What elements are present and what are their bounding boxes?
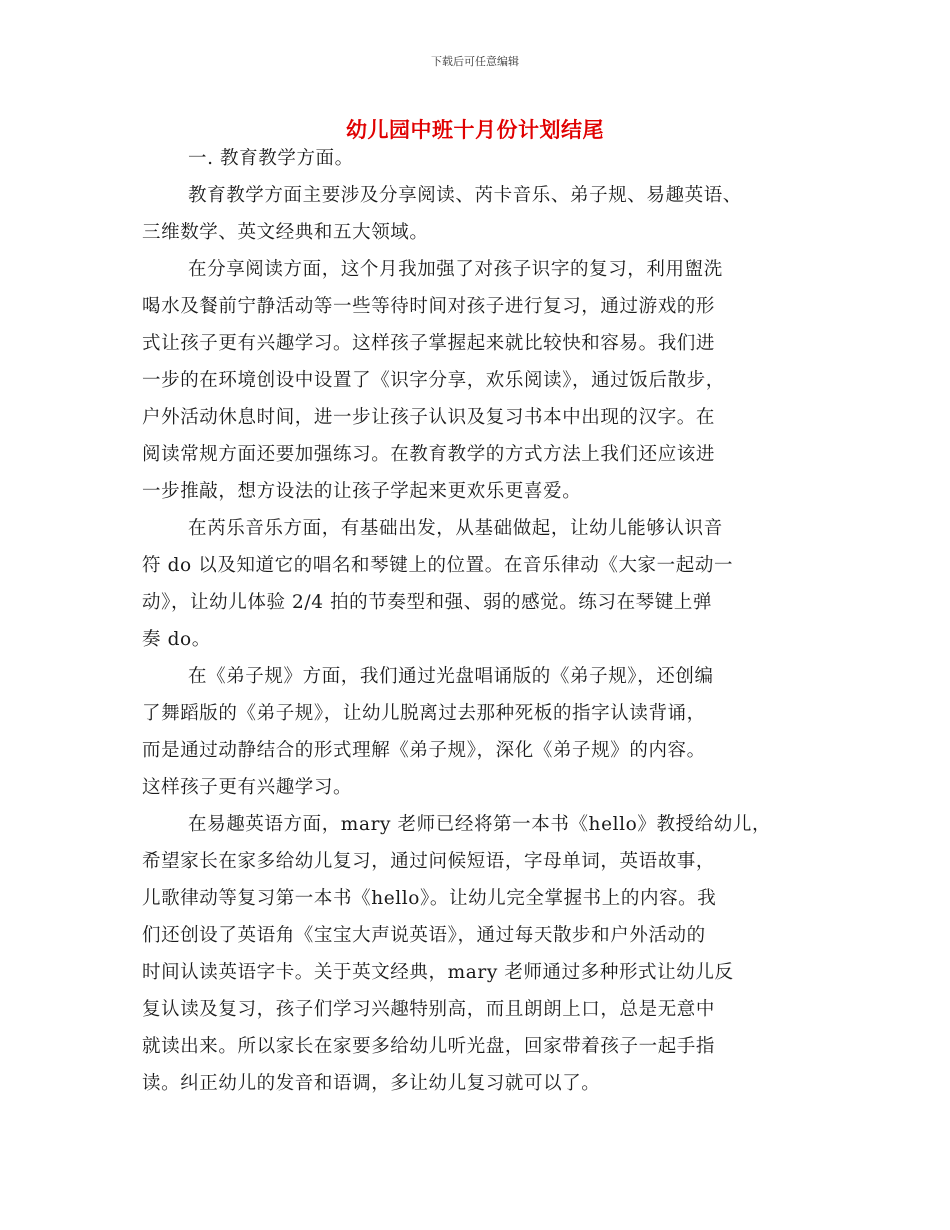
- body-line: 喝水及餐前宁静活动等一些等待时间对孩子进行复习，通过游戏的形: [142, 296, 716, 317]
- body-line: 三维数学、英文经典和五大领域。: [142, 222, 429, 243]
- body-line: 这样孩子更有兴趣学习。: [142, 777, 353, 798]
- page-header-note: 下载后可任意编辑: [431, 55, 519, 68]
- body-line: 而是通过动静结合的形式理解《弟子规》，深化《弟子规》的内容。: [142, 740, 706, 761]
- body-line: 在易趣英语方面，mary 老师已经将第一本书《hello》教授给幼儿，: [188, 814, 772, 835]
- body-line: 一步推敲，想方设法的让孩子学起来更欢乐更喜爱。: [142, 481, 582, 502]
- body-line: 们还创设了英语角《宝宝大声说英语》，通过每天散步和户外活动的: [142, 925, 706, 946]
- body-line: 在芮乐音乐方面，有基础出发，从基础做起，让幼儿能够认识音: [188, 518, 723, 539]
- body-line: 希望家长在家多给幼儿复习，通过问候短语，字母单词，英语故事，: [142, 851, 716, 872]
- body-line: 在分享阅读方面，这个月我加强了对孩子识字的复习，利用盥洗: [188, 259, 723, 280]
- body-line: 就读出来。所以家长在家要多给幼儿听光盘，回家带着孩子一起手指: [142, 1036, 716, 1057]
- body-line: 一步的在环境创设中设置了《识字分享，欢乐阅读》，通过饭后散步，: [142, 370, 725, 391]
- body-line: 户外活动休息时间，进一步让孩子认识及复习书本中出现的汉字。在: [142, 407, 716, 428]
- document-title: 幼儿园中班十月份计划结尾: [346, 118, 604, 142]
- body-line: 式让孩子更有兴趣学习。这样孩子掌握起来就比较快和容易。我们进: [142, 333, 716, 354]
- body-line: 奏 do。: [142, 629, 211, 650]
- body-line: 了舞蹈版的《弟子规》，让幼儿脱离过去那种死板的指字认读背诵，: [142, 703, 706, 724]
- body-line: 动》，让幼儿体验 2/4 拍的节奏型和强、弱的感觉。练习在琴键上弹: [142, 592, 713, 613]
- body-line: 复认读及复习，孩子们学习兴趣特别高，而且朗朗上口，总是无意中: [142, 999, 716, 1020]
- body-line: 在《弟子规》方面，我们通过光盘唱诵版的《弟子规》，还创编: [188, 666, 714, 687]
- body-line: 符 do 以及知道它的唱名和琴键上的位置。在音乐律动《大家一起动一: [142, 555, 734, 576]
- body-line: 阅读常规方面还要加强练习。在教育教学的方式方法上我们还应该进: [142, 444, 716, 465]
- document-body: [142, 140, 832, 1102]
- body-line: 儿歌律动等复习第一本书《hello》。让幼儿完全掌握书上的内容。我: [142, 888, 717, 909]
- body-line: 读。纠正幼儿的发音和语调，多让幼儿复习就可以了。: [142, 1073, 601, 1094]
- body-line: 时间认读英语字卡。关于英文经典，mary 老师通过多种形式让幼儿反: [142, 962, 734, 983]
- body-line: 教育教学方面主要涉及分享阅读、芮卡音乐、弟子规、易趣英语、: [188, 185, 742, 206]
- body-line: 一. 教育教学方面。: [188, 148, 354, 169]
